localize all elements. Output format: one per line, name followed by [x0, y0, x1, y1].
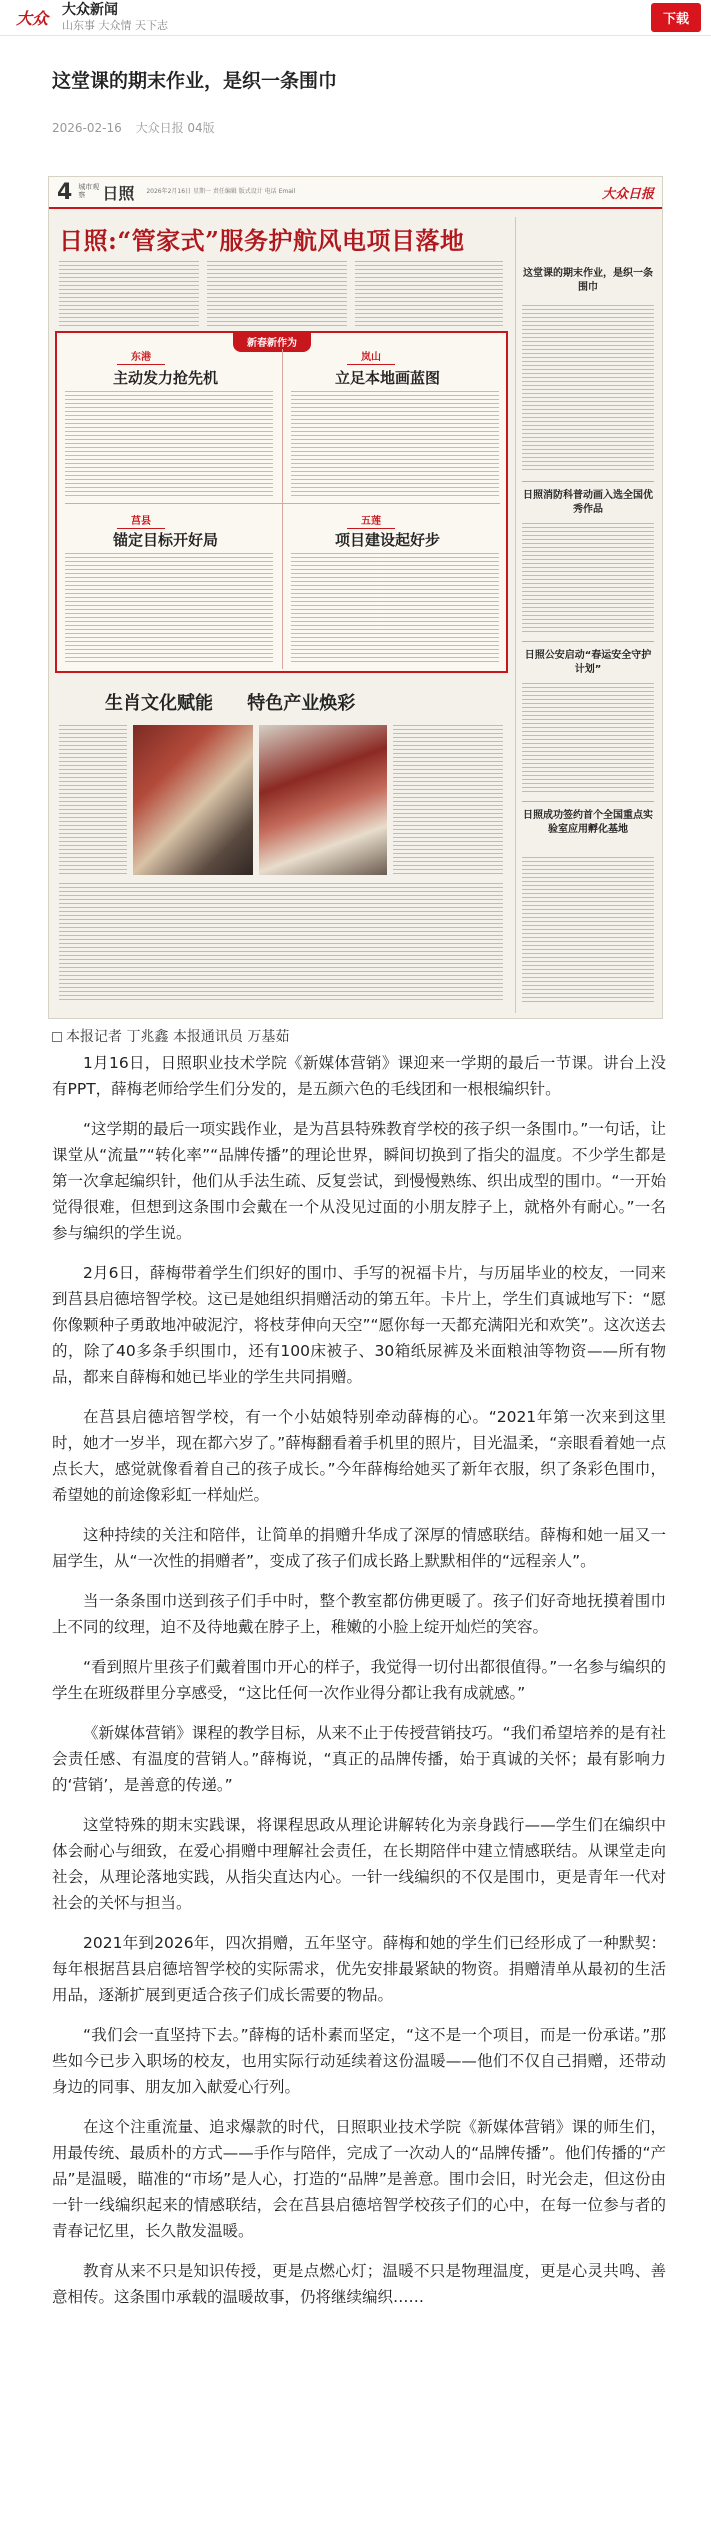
article-paragraph: “我们会一直坚持下去。”薛梅的话朴素而坚定，“这不是一个项目，而是一份承诺。”那些如今已步入职场的校友，也用实际行动延续着这份温暖——他们不仅自己捐赠，还带动身边的同事、朋友加入献爱心行列。 [52, 2026, 666, 2096]
section-subtitle: 立足本地画蓝图 [335, 369, 441, 387]
region-tag: 莒县 [117, 511, 165, 529]
banner-title-right: 特色产业焕彩 [247, 693, 356, 714]
divider [282, 349, 283, 669]
article-paragraph: 2021年到2026年，四次捐赠，五年坚守。薛梅和她的学生们已经形成了一种默契：每年根据莒县启德培智学校的实际需求，优先安排最紧缺的物资。捐赠清单从最初的生活用品，逐渐扩展到更适合孩子们成长需要的物品。 [52, 1934, 666, 2004]
article-paragraph: 在这个注重流量、追求爆款的时代，日照职业技术学院《新媒体营销》课的师生们，用最传统、最质朴的方式——手作与陪伴，完成了一次动人的“品牌传播”。他们传播的“产品”是温暖，瞄准的“市场”是人心，打造的“品牌”是善意。围巾会旧，时光会走，但这份由一针一线编织起来的情感联结，会在莒县启德培智学校孩子们的心中，在每一位参与者的青春记忆里，长久散发温暖。 [52, 2118, 666, 2240]
article-meta [0, 93, 711, 136]
divider [522, 481, 654, 482]
newspaper-page-image[interactable] [48, 176, 663, 1019]
article-paragraph: “看到照片里孩子们戴着围巾开心的样子，我觉得一切付出都很值得。”一名参与编织的学生在班级群里分享感受，“这比任何一次作业得分都让我有成就感。” [52, 1658, 666, 1702]
section-subtitle: 锚定目标开好局 [113, 531, 219, 549]
divider [522, 641, 654, 642]
article-paragraph: 这种持续的关注和陪伴，让简单的捐赠升华成了深厚的情感联结。薛梅和她一届又一届学生，从“一次性的捐赠者”，变成了孩子们成长路上默默相伴的“远程亲人”。 [52, 1526, 666, 1570]
article-paragraph: 《新媒体营销》课程的教学目标，从来不止于传授营销技巧。“我们希望培养的是有社会责任感、有温度的营销人。”薛梅说，“真正的品牌传播，始于真诚的关怀；最有影响力的‘营销’，是善意的传递。” [52, 1724, 666, 1794]
text-block [393, 725, 503, 875]
checkbox-icon [52, 1032, 62, 1042]
text-block [355, 261, 503, 327]
article-paragraph: 这堂特殊的期末实践课，将课程思政从理论讲解转化为亲身践行——学生们在编织中体会耐心与细致，在爱心捐赠中理解社会责任，在长期陪伴中建立情感联结。从课堂走向社会，从理论落地实践，从指尖直达内心。一针一线编织的不仅是围巾，更是青年一代对社会的关怀与担当。 [52, 1816, 666, 1912]
text-block [291, 553, 499, 665]
newspaper-logo: 大众日报 [601, 186, 654, 202]
article-title: 这堂课的期末作业，是织一条围巾 [52, 70, 338, 92]
text-block [59, 725, 127, 875]
newspaper-photo [259, 725, 387, 875]
newspaper-header [49, 177, 662, 209]
banner-title-left: 生肖文化赋能 [105, 693, 213, 714]
newspaper-header-info: 2026年2月16日 星期一 责任编辑 版式设计 电话 Email [146, 188, 296, 196]
download-button[interactable]: 下载 [651, 3, 701, 32]
app-header [0, 0, 711, 36]
article-source[interactable]: 大众日报 04版 [135, 121, 215, 135]
divider [522, 801, 654, 802]
text-block [59, 883, 503, 1003]
side-headline: 日照消防科普动画入选全国优秀作品 [523, 490, 653, 515]
article-paragraph: 教育从来不只是知识传授，更是点燃心灯；温暖不只是物理温度，更是心灵共鸣、善意相传。这条围巾承载的温暖故事，仍将继续编织…… [52, 2262, 666, 2306]
article-paragraph: “这学期的最后一项实践作业，是为莒县特殊教育学校的孩子织一条围巾。”一句话，让课堂从“流量”“转化率”“品牌传播”的理论世界，瞬间切换到了指尖的温度。不少学生都是第一次拿起编织针，他们从手法生疏、反复尝试，到慢慢熟练、织出成型的围巾。“一开始觉得很难，但想到这条围巾会戴在一个从没见过面的小朋友脖子上，就格外有耐心。”一名参与编织的学生说。 [52, 1120, 666, 1242]
newspaper-photo [133, 725, 253, 875]
section-subtitle: 主动发力抢先机 [113, 369, 219, 387]
newspaper-main-column [55, 217, 508, 1013]
text-block [522, 523, 654, 633]
article-paragraph: 在莒县启德培智学校，有一个小姑娘特别牵动薛梅的心。“2021年第一次来到这里时，她才一岁半，现在都六岁了。”薛梅翻看着手机里的照片，目光温柔，“亲眼看着她一点点长大，感觉就像看着自己的孩子成长。”今年薛梅给她买了新年衣服，织了条彩色围巾，希望她的前途像彩虹一样灿烂。 [52, 1408, 666, 1504]
newspaper-page-number: 4 [57, 179, 73, 205]
app-logo-text: 大众 [15, 9, 48, 28]
app-name: 大众新闻 [62, 1, 118, 18]
region-tag: 东港 [117, 347, 165, 365]
newspaper-feature-frame [55, 331, 508, 673]
article-paragraph: 当一条条围巾送到孩子们手中时，整个教室都仿佛更暖了。孩子们好奇地抚摸着围巾上不同的纹理，迫不及待地戴在脖子上，稚嫩的小脸上绽开灿烂的笑容。 [52, 1592, 666, 1636]
text-block [522, 683, 654, 793]
section-subtitle: 项目建设起好步 [335, 531, 441, 549]
newspaper-section-name: 日照 [102, 183, 135, 203]
region-tag: 五莲 [347, 511, 395, 529]
newspaper-section-label: 城市观察 [78, 183, 100, 199]
side-headline: 日照成功签约首个全国重点实验室应用孵化基地 [523, 810, 653, 835]
region-tag: 岚山 [347, 347, 395, 365]
side-headline: 这堂课的期末作业，是织一条围巾 [523, 268, 653, 293]
text-block [207, 261, 347, 327]
article-body [52, 1050, 666, 2324]
app-logo[interactable] [10, 4, 54, 32]
divider [65, 503, 500, 504]
text-block [522, 857, 654, 1003]
text-block [291, 391, 499, 497]
feature-badge: 新春新作为 [233, 331, 311, 352]
side-headline: 日照公安启动“春运安全守护计划” [524, 650, 652, 675]
text-block [522, 305, 654, 473]
newspaper-banner-title [105, 689, 355, 715]
newspaper-side-column [515, 217, 658, 1013]
byline-text: 本报记者 丁兆鑫 本报通讯员 万基茹 [66, 1029, 290, 1045]
article-paragraph: 2月6日，薛梅带着学生们织好的围巾、手写的祝福卡片，与历届毕业的校友，一同来到莒县启德培智学校。这已是她组织捐赠活动的第五年。卡片上，学生们真诚地写下：“愿你像颗种子勇敢地冲破泥泞，将枝芽伸向天空”“愿你每一天都充满阳光和欢笑”。这次送去的，除了40多条手织围巾，还有100床被子、30箱纸尿裤及米面粮油等物资——所有物品，都来自薛梅和她已毕业的学生共同捐赠。 [52, 1264, 666, 1386]
text-block [59, 261, 199, 327]
text-block [65, 391, 273, 497]
article-byline [52, 1026, 289, 1046]
newspaper-main-title: 日照:“管家式”服务护航风电项目落地 [59, 226, 465, 255]
app-brand [62, 3, 168, 32]
article-paragraph: 1月16日，日照职业技术学院《新媒体营销》课迎来一学期的最后一节课。讲台上没有PPT，薛梅老师给学生们分发的，是五颜六色的毛线团和一根根编织针。 [52, 1054, 666, 1098]
article-date: 2026-02-16 [52, 121, 122, 135]
app-slogan: 山东事 大众情 天下志 [62, 19, 168, 33]
text-block [65, 553, 273, 665]
